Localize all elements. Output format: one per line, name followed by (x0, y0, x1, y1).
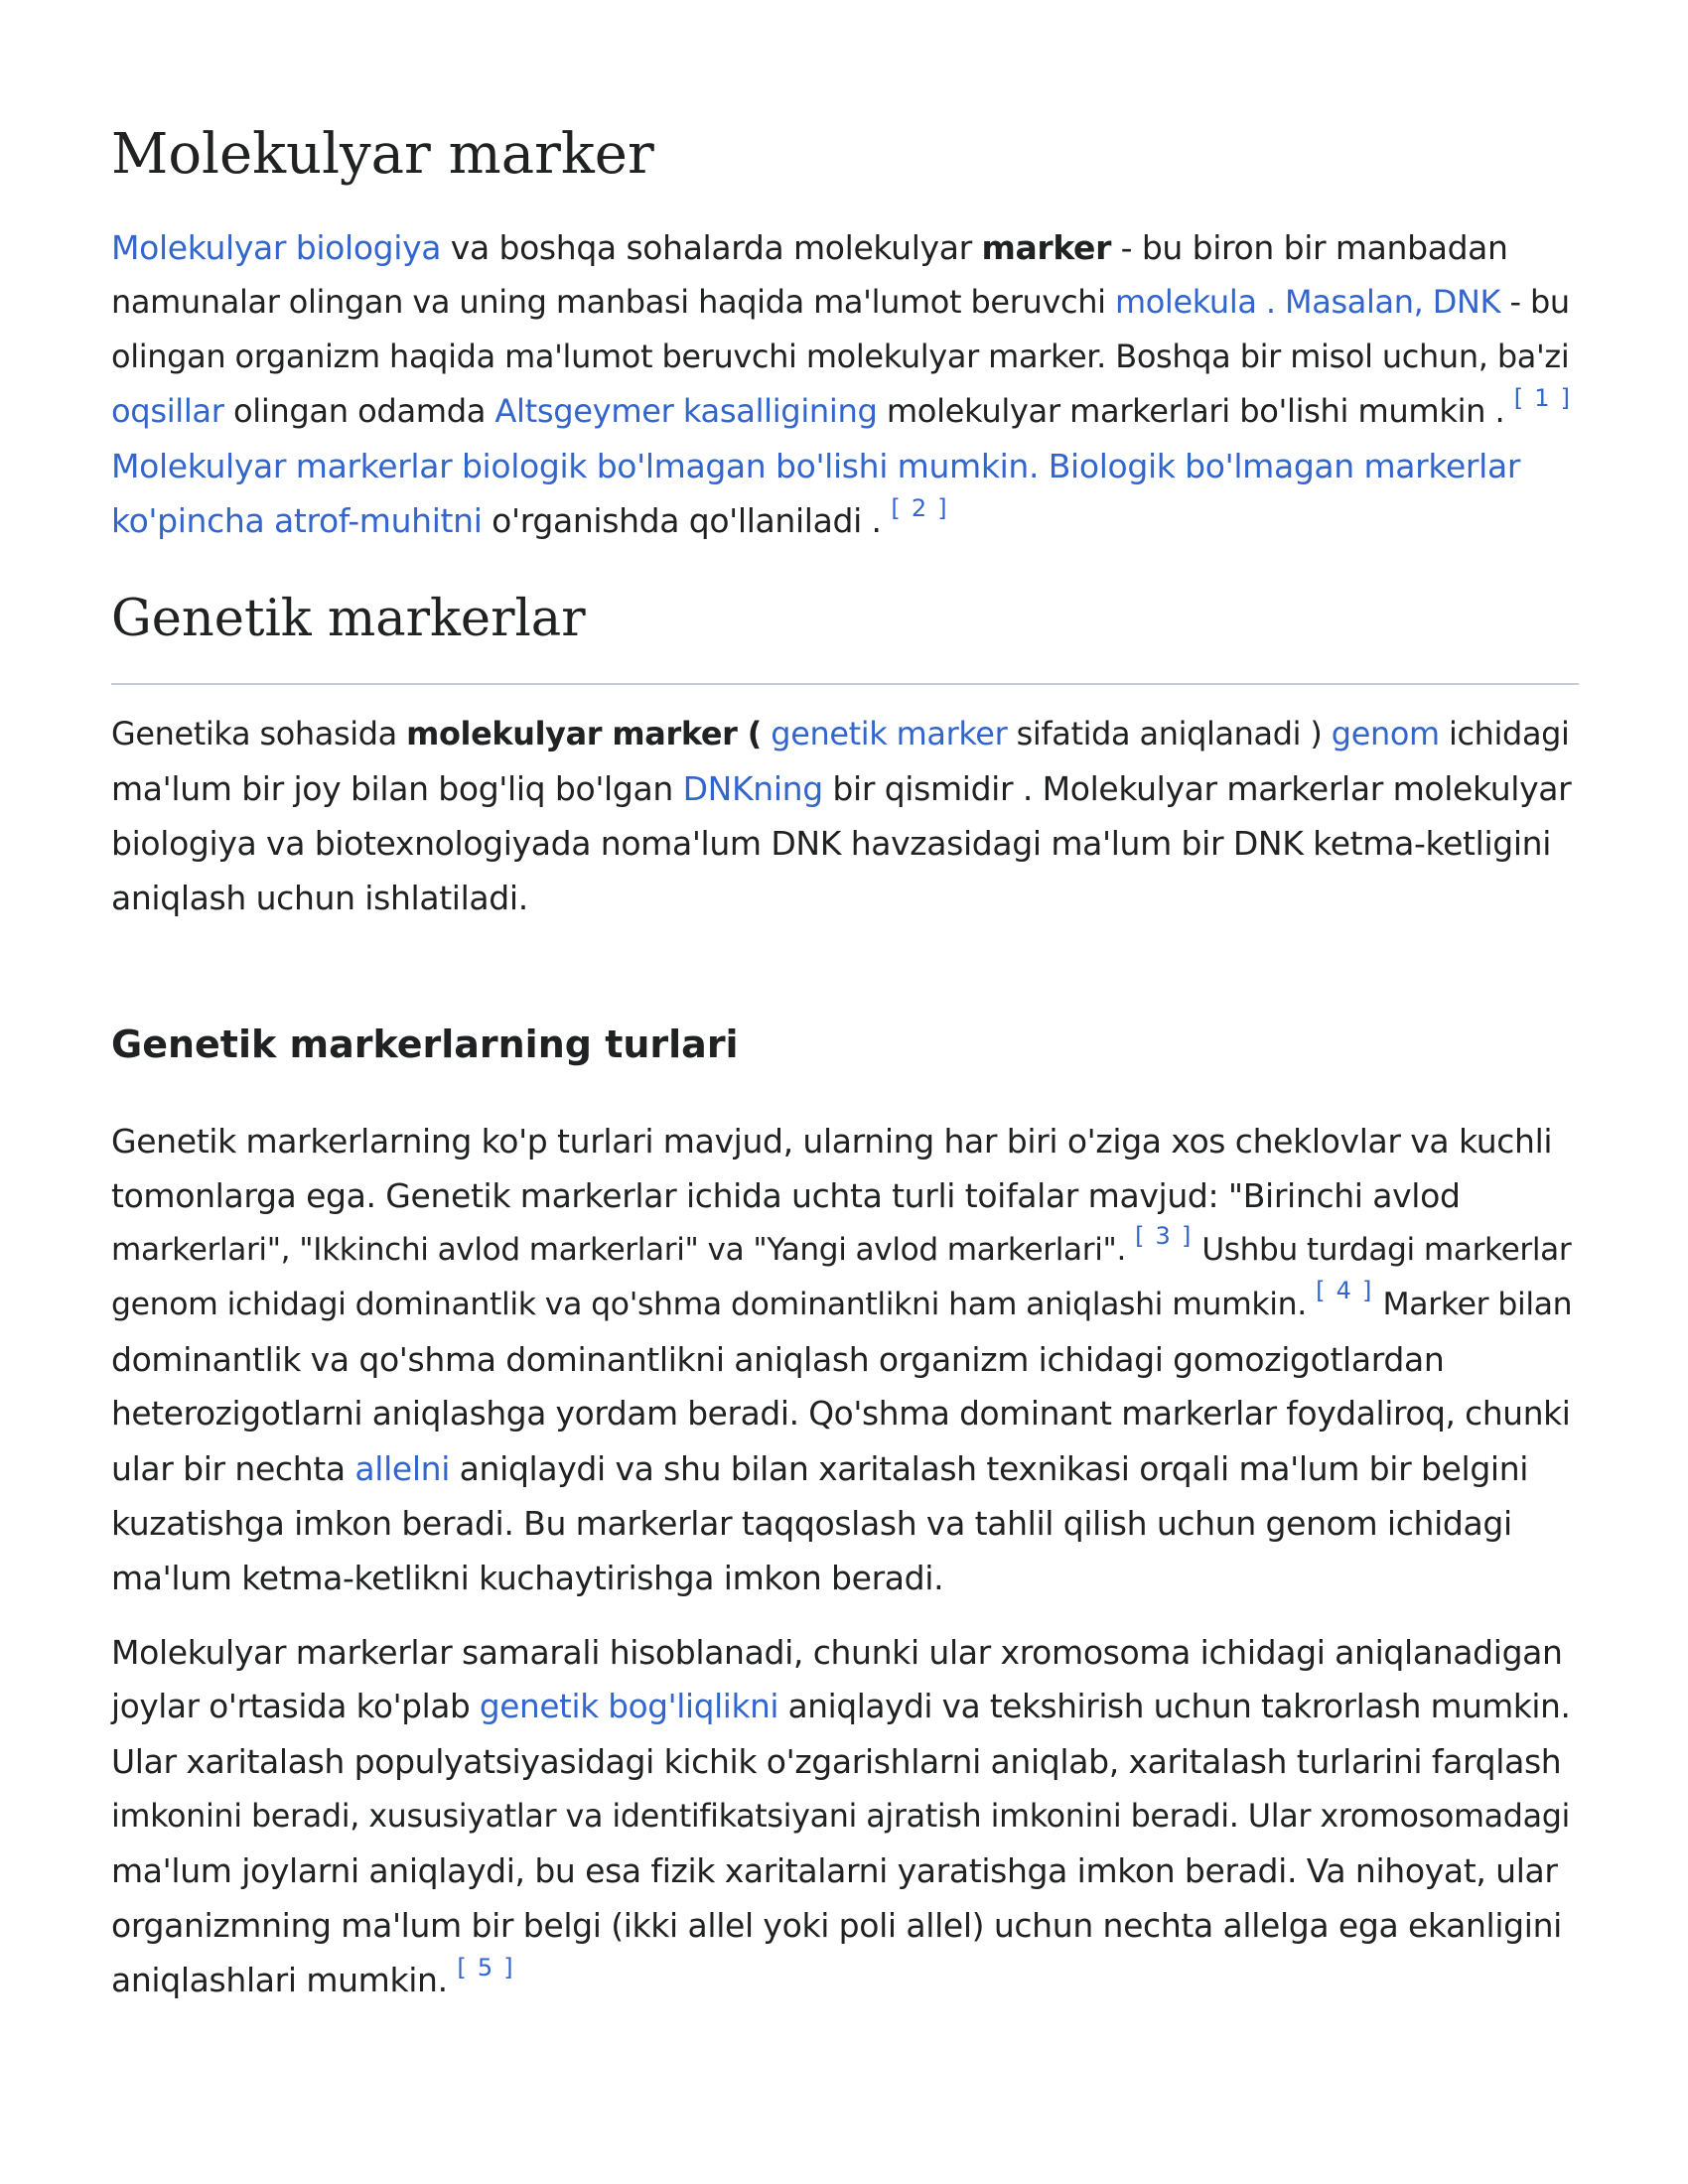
genetic-line-1 (111, 707, 1579, 761)
bold-marker: marker (981, 228, 1111, 267)
types-p1-line-3 (111, 1223, 1579, 1278)
types-p1-line-4 (111, 1278, 1579, 1332)
intro-text-6: olingan odamda (223, 392, 495, 430)
genetic-text-6: bir qismidir . Molekulyar markerlar molekulyar (822, 769, 1572, 808)
types-p2-line-2 (111, 1680, 1579, 1734)
intro-paragraph (111, 220, 1579, 548)
genetic-text-2 (762, 715, 771, 752)
types-p1-text-7b: aniqlaydi va shu bilan xaritalash texnikasi orqali ma'lum bir belgini (450, 1449, 1529, 1488)
link-genetik-boglik[interactable]: genetik bog'liqlikni (479, 1688, 779, 1725)
types-p2-text-2b: aniqlaydi va tekshirish uchun takrorlash mumkin. (778, 1688, 1571, 1725)
genetic-line-4 (111, 871, 1579, 925)
link-dnk[interactable]: DNKning (682, 769, 823, 808)
link-atrof-muhit[interactable]: ko'pincha atrof-muhitni (111, 501, 483, 540)
types-p1-line-2: tomonlarga ega. Genetik markerlar ichida uchta turli toifalar mavjud: "Birinchi avlod (111, 1176, 1461, 1215)
types-p1-line-6: heterozigotlarni aniqlashga yordam beradi. Qo'shma dominant markerlar foydaliroq, chunki (111, 1395, 1571, 1433)
types-p1-line-1: Genetik markerlarning ko'p turlari mavjud, ularning har biri o'ziga xos cheklovlar va kuchli (111, 1122, 1553, 1160)
genetic-text-8: aniqlash uchun ishlatiladi. (111, 879, 528, 917)
link-allelni[interactable]: allelni (354, 1449, 451, 1488)
reference-2[interactable]: [ 2 ] (891, 494, 949, 522)
intro-text-7: molekulyar markerlari bo'lishi mumkin . (877, 392, 1514, 430)
link-genom[interactable]: genom (1331, 715, 1440, 752)
intro-text-1: va boshqa sohalarda molekulyar (441, 228, 982, 267)
intro-line-5 (111, 439, 1579, 493)
types-p2-text-7a: aniqlashlari mumkin. (111, 1961, 458, 1999)
reference-4[interactable]: [ 4 ] (1316, 1277, 1374, 1304)
intro-text-2: - bu biron bir manbadan (1111, 228, 1508, 267)
types-p1-text-7a: ular bir nechta (111, 1449, 355, 1488)
types-p1-text-4b: Marker bilan (1373, 1287, 1573, 1322)
intro-text-5: olingan organizm haqida ma'lumot beruvchi molekulyar marker. Boshqa bir misol uchun, ba'zi (111, 338, 1570, 375)
types-p2-line-1: Molekulyar markerlar samarali hisoblanadi, chunki ular xromosoma ichidagi aniqlanadigan (111, 1633, 1563, 1672)
intro-line-6 (111, 493, 1579, 548)
reference-1[interactable]: [ 1 ] (1513, 384, 1572, 412)
link-genetik-marker[interactable]: genetik marker (771, 715, 1008, 752)
intro-text-4: - bu (1500, 283, 1570, 321)
link-nonbiological-markers[interactable]: Molekulyar markerlar biologik bo'lmagan bo'lishi mumkin. Biologik bo'lmagan markerlar (111, 447, 1521, 485)
genetic-paragraph (111, 707, 1579, 925)
link-altsgeymer[interactable]: Altsgeymer kasalligining (494, 392, 878, 430)
types-paragraph-2 (111, 1625, 1579, 2007)
genetic-text-5: ma'lum bir joy bilan bog'liq bo'lgan (111, 769, 683, 808)
types-p1-text-3b: Ushbu turdagi markerlar (1193, 1232, 1572, 1268)
types-p1-text-3a: markerlari", "Ikkinchi avlod markerlari" va "Yangi avlod markerlari". (111, 1232, 1136, 1268)
intro-text-3: namunalar olingan va uning manbasi haqida ma'lumot beruvchi (111, 283, 1115, 321)
intro-line-2 (111, 275, 1579, 330)
link-molecular-biology[interactable]: Molekulyar biologiya (111, 228, 442, 267)
reference-3[interactable]: [ 3 ] (1135, 1222, 1194, 1250)
subsection-heading-marker-types: Genetik markerlarning turlari (111, 1023, 739, 1066)
page-title: Molekulyar marker (111, 122, 654, 187)
genetic-text-3: sifatida aniqlanadi ) (1007, 715, 1332, 752)
intro-line-4 (111, 384, 1579, 439)
genetic-line-2 (111, 761, 1579, 816)
genetic-text-1: Genetika sohasida (111, 715, 407, 752)
types-p1-line-9: ma'lum ketma-ketlikni kuchaytirishga imkon beradi. (111, 1559, 944, 1597)
types-p2-line-3: Ular xaritalash populyatsiyasidagi kichik o'zgarishlarni aniqlab, xaritalash turlarini farqlash (111, 1742, 1562, 1781)
types-p2-line-5: ma'lum joylarni aniqlaydi, bu esa fizik xaritalarni yaratishga imkon beradi. Va nihoyat, ular (111, 1851, 1558, 1890)
genetic-text-7: biologiya va biotexnologiyada noma'lum DNK havzasidagi ma'lum bir DNK ketma-ketligini (111, 824, 1552, 863)
intro-line-3 (111, 330, 1579, 384)
types-p2-line-7 (111, 1953, 1579, 2007)
intro-line-1 (111, 220, 1579, 275)
types-p1-line-5: dominantlik va qo'shma dominantlikni aniqlash organizm ichidagi gomozigotlardan (111, 1340, 1445, 1379)
genetic-line-3 (111, 816, 1579, 871)
types-p1-line-7 (111, 1441, 1579, 1496)
section-heading-genetic-markers: Genetik markerlar (111, 590, 586, 648)
types-p2-line-4: imkonini beradi, xususiyatlar va identifikatsiyani ajratish imkonini beradi. Ular xromosomadagi (111, 1798, 1571, 1835)
types-paragraph-1 (111, 1114, 1579, 1605)
types-p1-text-4a: genom ichidagi dominantlik va qo'shma dominantlikni ham aniqlashi mumkin. (111, 1287, 1317, 1322)
link-molekula[interactable]: molekula . Masalan, DNK (1114, 283, 1501, 321)
types-p2-text-2a: joylar o'rtasida ko'plab (111, 1688, 480, 1725)
reference-5[interactable]: [ 5 ] (457, 1954, 515, 1981)
section-divider (111, 683, 1579, 685)
intro-text-8: o'rganishda qo'llaniladi . (482, 501, 892, 540)
link-oqsillar[interactable]: oqsillar (111, 392, 224, 430)
bold-molecular-marker: molekulyar marker ( (406, 715, 762, 752)
types-p2-line-6: organizmning ma'lum bir belgi (ikki allel yoki poli allel) uchun nechta allelga ega ekanligini (111, 1906, 1562, 1945)
types-p1-line-8: kuzatishga imkon beradi. Bu markerlar taqqoslash va tahlil qilish uchun genom ichidagi (111, 1504, 1512, 1543)
genetic-text-4: ichidagi (1439, 715, 1570, 752)
